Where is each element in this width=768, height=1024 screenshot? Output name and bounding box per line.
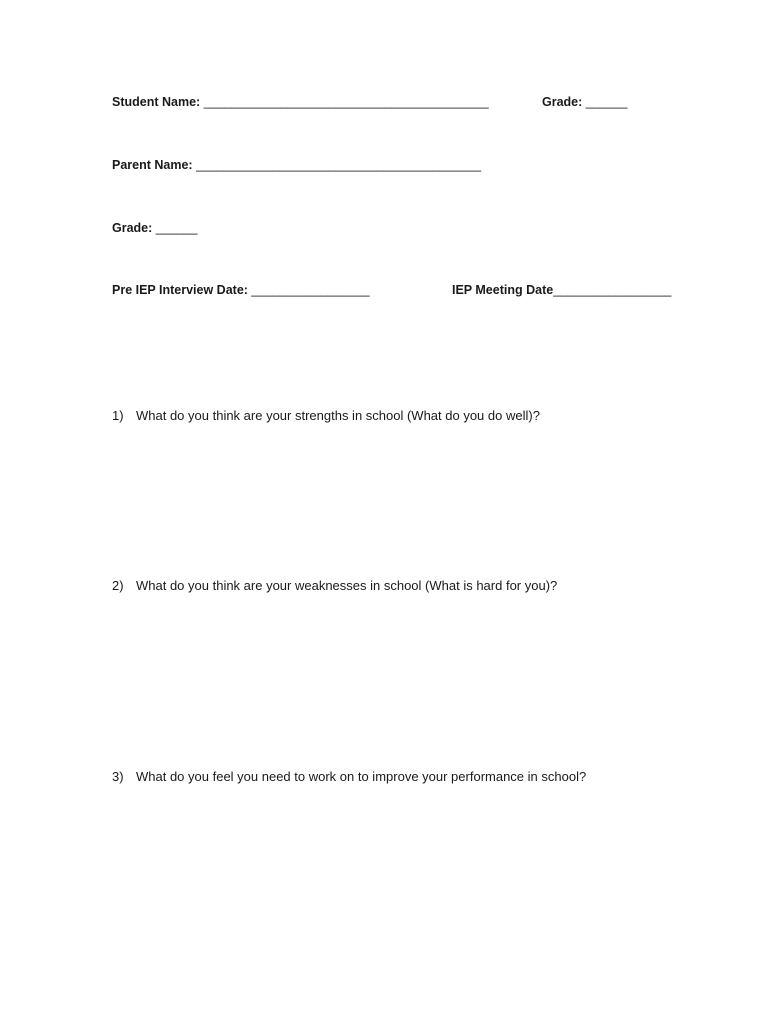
- grade-field: [112, 220, 198, 236]
- pre-iep-interview-date-field: [112, 282, 370, 298]
- student-name-label: Student Name:: [112, 95, 201, 109]
- question-1: [112, 408, 540, 424]
- iep-meeting-date-blank[interactable]: _________________: [553, 283, 672, 297]
- question-2-number: 2): [112, 578, 124, 593]
- grade-top-field: [542, 94, 628, 110]
- pre-iep-interview-date-blank[interactable]: _________________: [251, 283, 370, 297]
- parent-name-label: Parent Name:: [112, 158, 193, 172]
- question-2-text: What do you think are your weaknesses in school (What is hard for you)?: [136, 578, 558, 593]
- question-3: [112, 769, 586, 785]
- question-3-text: What do you feel you need to work on to improve your performance in school?: [136, 769, 587, 784]
- student-name-blank[interactable]: _________________________________________: [203, 95, 489, 109]
- question-1-number: 1): [112, 408, 124, 423]
- parent-name-blank[interactable]: _________________________________________: [196, 158, 482, 172]
- pre-iep-interview-date-label: Pre IEP Interview Date:: [112, 283, 248, 297]
- question-2: [112, 578, 557, 594]
- student-name-field: [112, 94, 489, 110]
- grade-label: Grade:: [112, 221, 153, 235]
- grade-blank[interactable]: ______: [155, 221, 198, 235]
- iep-meeting-date-label: IEP Meeting Date: [452, 283, 554, 297]
- grade-top-label: Grade:: [542, 95, 583, 109]
- question-3-number: 3): [112, 769, 124, 784]
- iep-meeting-date-field: [452, 282, 671, 298]
- parent-name-field: [112, 157, 481, 173]
- question-1-text: What do you think are your strengths in school (What do you do well)?: [136, 408, 540, 423]
- grade-top-blank[interactable]: ______: [585, 95, 628, 109]
